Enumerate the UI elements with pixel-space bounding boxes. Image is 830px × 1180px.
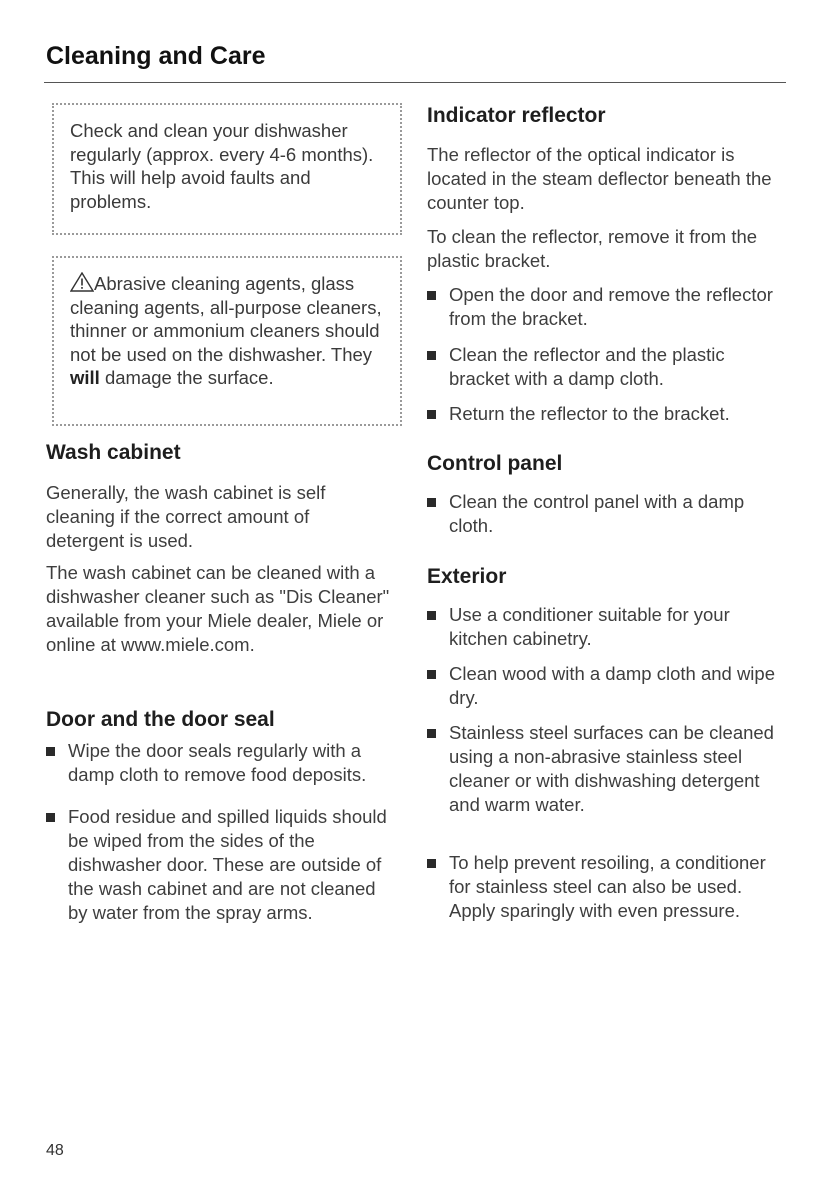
bullet-square-icon	[427, 410, 436, 419]
bullet-text: To help prevent resoiling, a conditioner for stainless steel can also be used. Apply sparingly with even pressure.	[449, 852, 766, 921]
reflector-bullet	[427, 283, 777, 331]
page-number: 48	[46, 1142, 64, 1159]
bullet-text: Wipe the door seals regularly with a damp cloth to remove food deposits.	[68, 740, 367, 785]
bullet-text: Clean the control panel with a damp cloth.	[449, 491, 745, 536]
door-seal-bullet	[46, 739, 396, 787]
wash-cabinet-para-1: Generally, the wash cabinet is self cleaning if the correct amount of detergent is used.	[46, 482, 326, 551]
bullet-square-icon	[46, 813, 55, 822]
wash-cabinet-heading: Wash cabinet	[46, 441, 181, 464]
title-divider	[44, 82, 786, 83]
page-title: Cleaning and Care	[46, 42, 266, 70]
bullet-text: Use a conditioner suitable for your kitchen cabinetry.	[449, 604, 730, 649]
warning-text-end: damage the surface.	[99, 367, 274, 388]
bullet-square-icon	[427, 291, 436, 300]
indicator-reflector-para-1: The reflector of the optical indicator is located in the steam deflector beneath the counter top.	[427, 144, 772, 213]
exterior-bullet	[427, 603, 772, 651]
warning-triangle-icon	[70, 272, 94, 292]
wash-cabinet-para-2: The wash cabinet can be cleaned with a dishwasher cleaner such as "Dis Cleaner" available from your Miele dealer, Miele or online at www.miele.com.	[46, 562, 390, 655]
control-panel-heading: Control panel	[427, 452, 563, 475]
reflector-bullet	[427, 402, 787, 426]
door-seal-heading: Door and the door seal	[46, 708, 275, 731]
bullet-square-icon	[427, 729, 436, 738]
control-panel-bullet	[427, 490, 782, 538]
maintenance-notice-box	[52, 103, 402, 235]
warning-text-emphasis: will	[70, 367, 100, 388]
warning-notice-box	[52, 256, 402, 426]
exterior-bullet	[427, 721, 777, 817]
bullet-square-icon	[427, 859, 436, 868]
warning-text-start: Abrasive cleaning agents, glass cleaning agents, all-purpose cleaners, thinner or ammonium cleaners should not be used on the dishwasher. They	[70, 273, 382, 365]
bullet-text: Food residue and spilled liquids should be wiped from the sides of the dishwasher door. These are outside of the wash cabinet and are not cleaned by water from the spray arms.	[68, 806, 387, 923]
maintenance-notice-text: Check and clean your dishwasher regularly (approx. every 4-6 months). This will help avoid faults and problems.	[70, 120, 374, 212]
bullet-text: Stainless steel surfaces can be cleaned using a non-abrasive stainless steel cleaner or with dishwashing detergent and warm water.	[449, 722, 774, 815]
bullet-text: Clean wood with a damp cloth and wipe dry.	[449, 663, 775, 708]
bullet-text: Return the reflector to the bracket.	[449, 403, 730, 424]
indicator-reflector-heading: Indicator reflector	[427, 104, 606, 127]
bullet-square-icon	[427, 670, 436, 679]
exterior-bullet	[427, 662, 777, 710]
bullet-square-icon	[427, 351, 436, 360]
reflector-bullet	[427, 343, 777, 391]
bullet-square-icon	[427, 498, 436, 507]
bullet-square-icon	[46, 747, 55, 756]
bullet-text: Clean the reflector and the plastic bracket with a damp cloth.	[449, 344, 725, 389]
exterior-heading: Exterior	[427, 565, 507, 588]
door-seal-bullet	[46, 805, 396, 925]
exterior-bullet	[427, 851, 772, 923]
bullet-square-icon	[427, 611, 436, 620]
indicator-reflector-para-2: To clean the reflector, remove it from the plastic bracket.	[427, 226, 758, 271]
bullet-text: Open the door and remove the reflector from the bracket.	[449, 284, 773, 329]
